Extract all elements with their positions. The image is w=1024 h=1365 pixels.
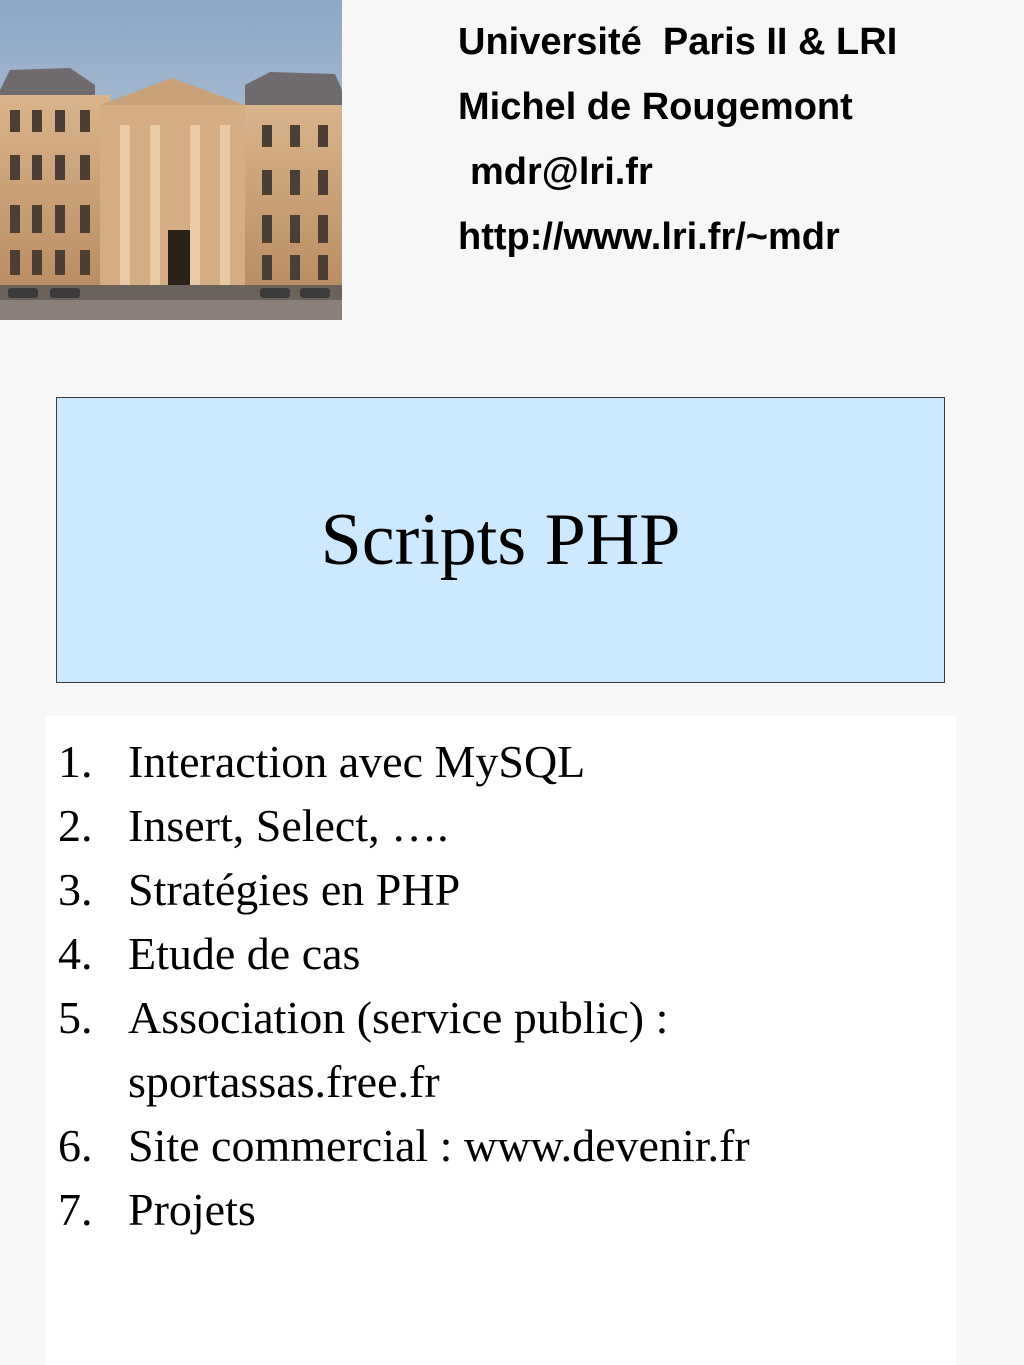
list-item-text: Association (service public) : sportassas.free.fr [128, 992, 669, 1107]
list-item-number: 7. [58, 1184, 93, 1235]
author-url[interactable]: http://www.lri.fr/~mdr [458, 216, 840, 258]
list-item-number: 6. [58, 1120, 93, 1171]
list-item-text: Insert, Select, …. [128, 800, 449, 851]
slide-title-box [56, 397, 945, 683]
list-item-text: Etude de cas [128, 928, 361, 979]
list-item-text: Interaction avec MySQL [128, 736, 586, 787]
university-building-photo [0, 0, 342, 320]
list-item-text: Site commercial : www.devenir.fr [128, 1120, 750, 1171]
list-item-text: Projets [128, 1184, 256, 1235]
list-item [58, 986, 948, 1114]
slide-title: Scripts PHP [320, 498, 681, 581]
list-item [58, 922, 948, 986]
list-item [58, 858, 948, 922]
institution-line: Université Paris II & LRI [458, 21, 898, 63]
list-item-number: 3. [58, 864, 93, 915]
list-item [58, 1178, 948, 1242]
author-name: Michel de Rougemont [458, 86, 853, 128]
author-info [458, 10, 1018, 270]
topics-list [58, 730, 948, 1242]
topics-panel [46, 716, 956, 1365]
list-item-number: 2. [58, 800, 93, 851]
list-item [58, 1114, 948, 1178]
list-item-number: 5. [58, 992, 93, 1043]
list-item [58, 730, 948, 794]
list-item-text: Stratégies en PHP [128, 864, 461, 915]
list-item [58, 794, 948, 858]
list-item-number: 4. [58, 928, 93, 979]
author-email[interactable]: mdr@lri.fr [470, 151, 653, 193]
list-item-number: 1. [58, 736, 93, 787]
